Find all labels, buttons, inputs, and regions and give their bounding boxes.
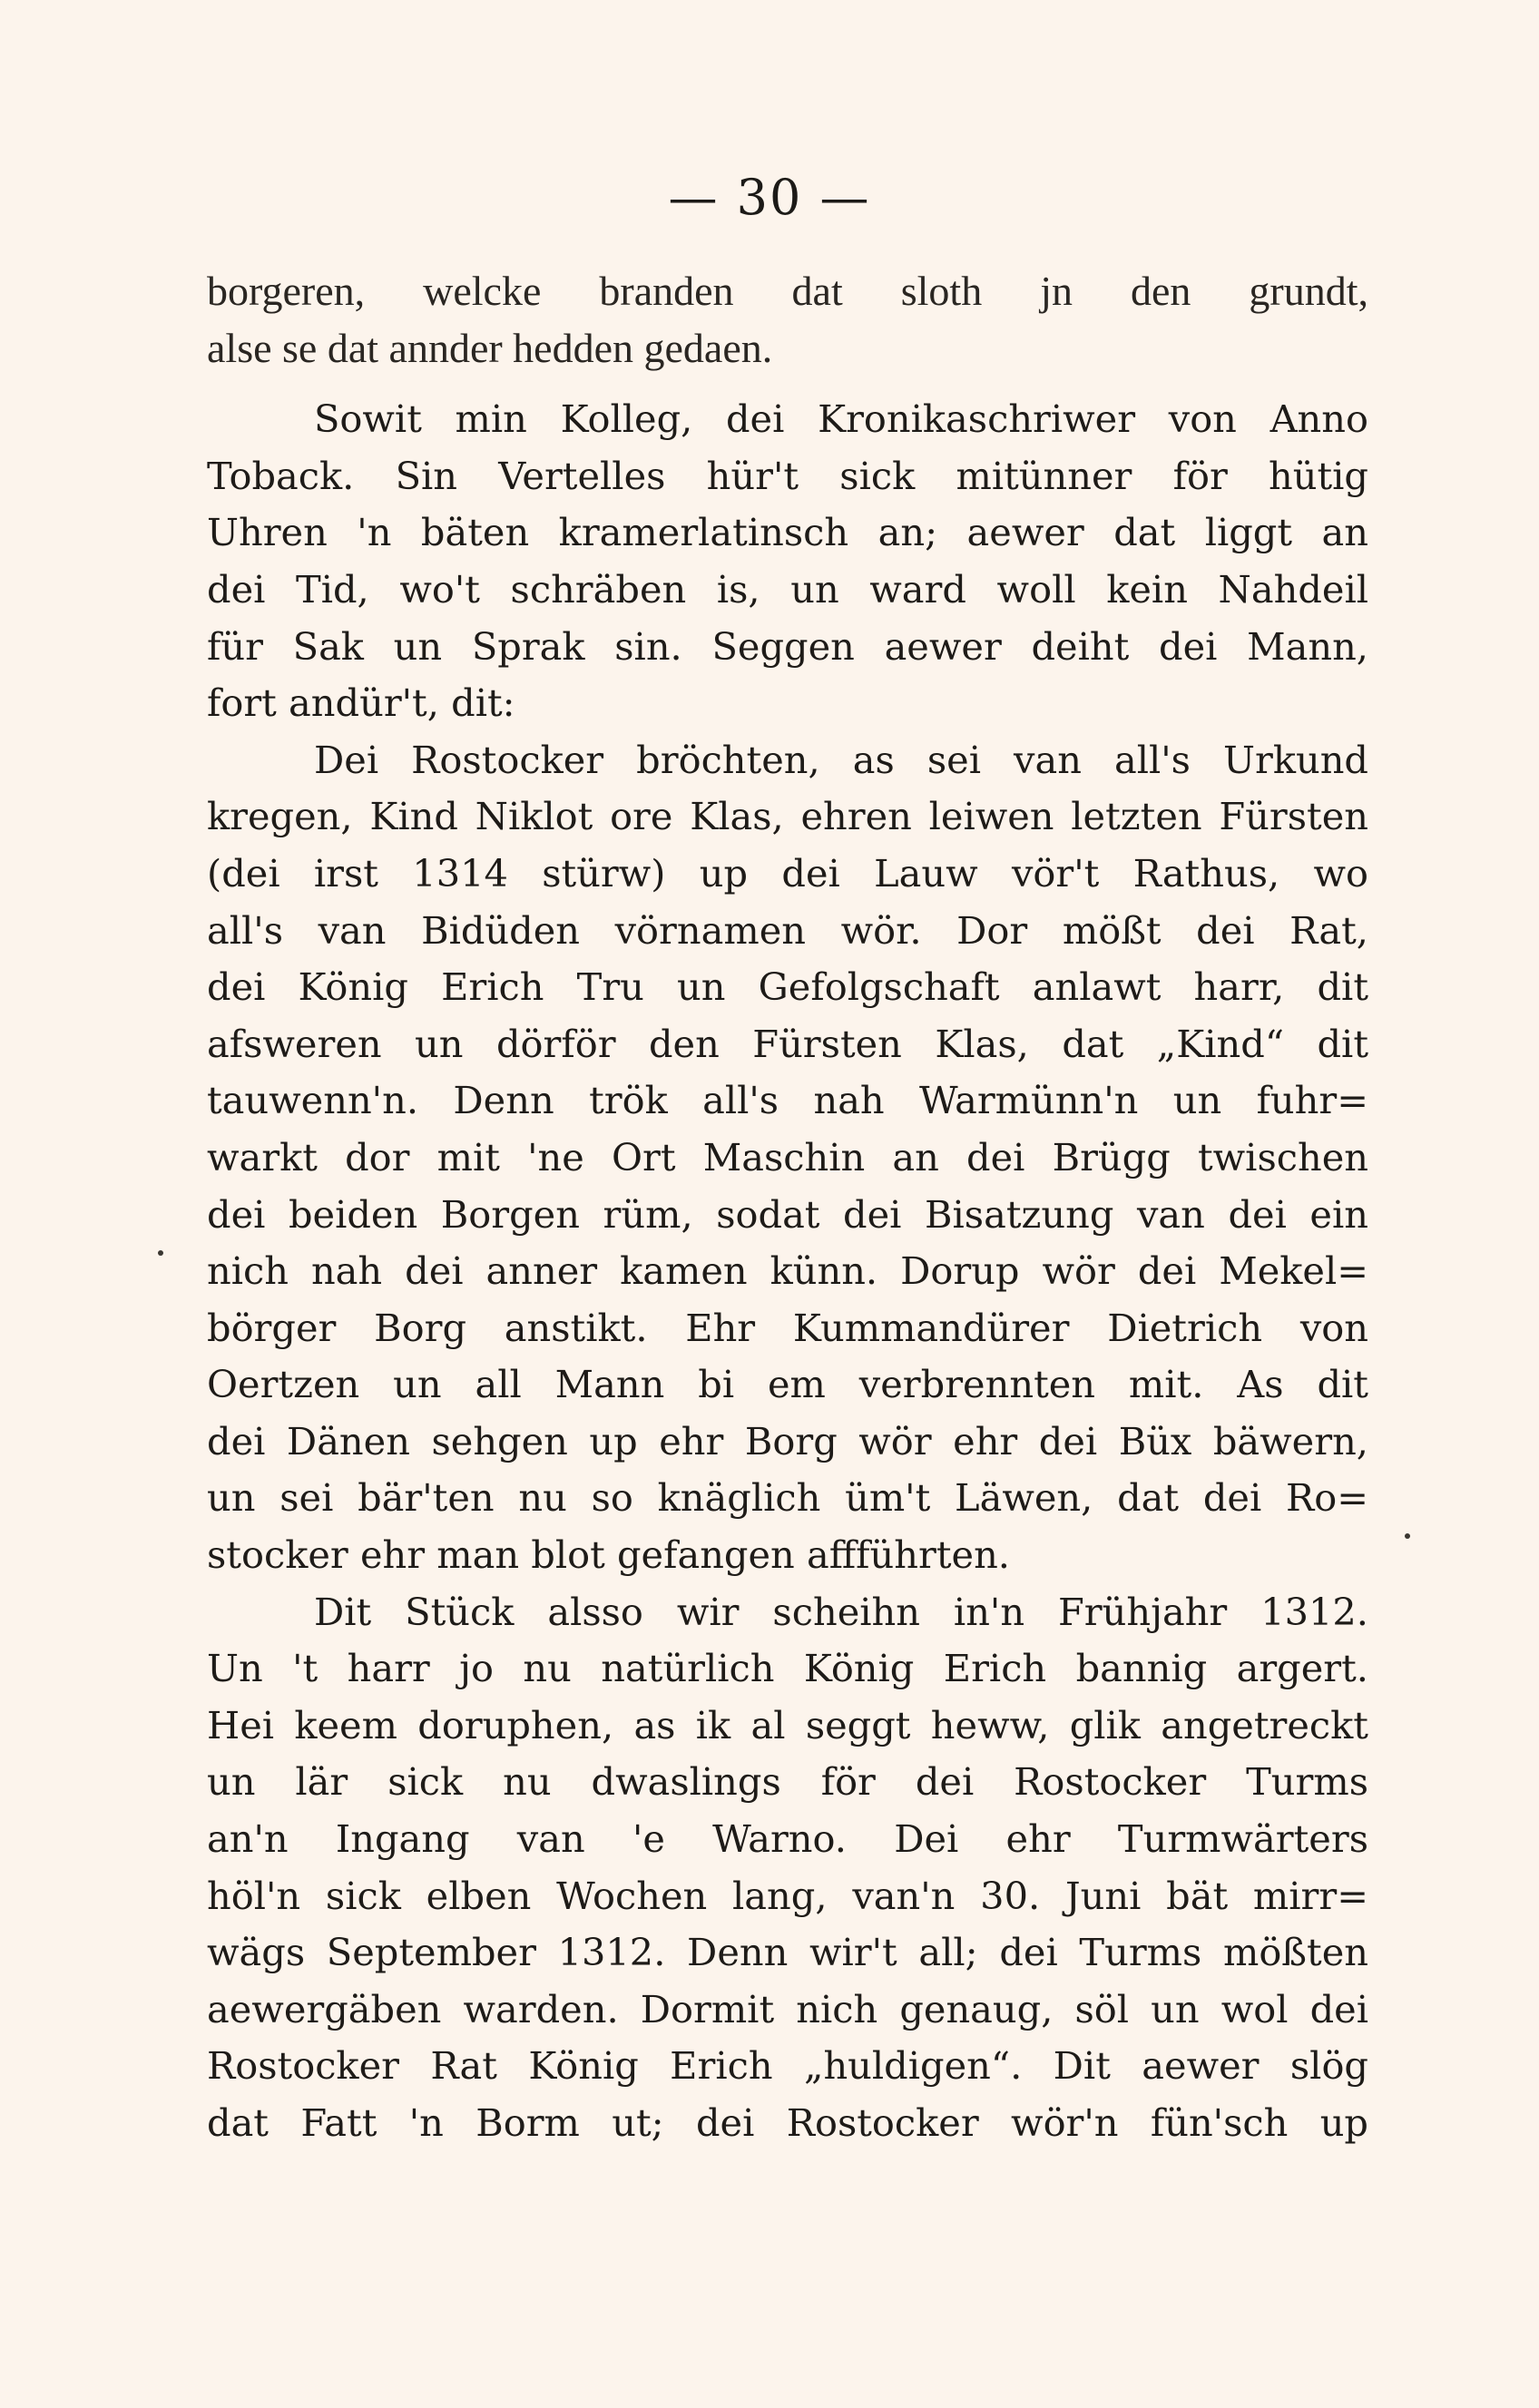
text-line: Toback. Sin Vertelles hür't sick mitünner för hütig bbox=[207, 453, 1368, 498]
text-line: Oertzen un all Mann bi em verbrennten mit. As dit bbox=[207, 1362, 1368, 1407]
text-line: dei beiden Borgen rüm, sodat dei Bisatzung van dei ein bbox=[207, 1191, 1368, 1237]
text-line: fort andür't, dit: bbox=[207, 680, 515, 726]
text-line: höl'n sick elben Wochen lang, van'n 30. Juni bät mirr= bbox=[207, 1873, 1368, 1918]
text-line: afsweren un dörför den Fürsten Klas, dat „Kind“ dit bbox=[207, 1021, 1368, 1066]
text-line: Dit Stück alsso wir scheihn in'n Frühjahr 1312. bbox=[314, 1589, 1368, 1634]
text-line: an'n Ingang van 'e Warno. Dei ehr Turmwärters bbox=[207, 1816, 1368, 1862]
paragraph-gap bbox=[207, 377, 1368, 391]
text-line: tauwenn'n. Denn trök all's nah Warmünn'n un fuhr= bbox=[207, 1078, 1368, 1123]
paragraph-narration bbox=[207, 391, 1368, 732]
text-line: stocker ehr man blot gefangen affführten. bbox=[207, 1532, 1010, 1578]
paragraph-quote bbox=[207, 263, 1368, 377]
text-line: Hei keem doruphen, as ik al seggt heww, glik angetreckt bbox=[207, 1702, 1368, 1747]
text-line: Uhren 'n bäten kramerlatinsch an; aewer dat liggt an bbox=[207, 510, 1368, 555]
body-text bbox=[207, 263, 1368, 2152]
text-line: un lär sick nu dwaslings för dei Rostocker Turms bbox=[207, 1759, 1368, 1805]
paragraph-towers bbox=[207, 1584, 1368, 2152]
text-line: Rostocker Rat König Erich „huldigen“. Dit aewer slög bbox=[207, 2043, 1368, 2089]
text-line: nich nah dei anner kamen künn. Dorup wör dei Mekel= bbox=[207, 1248, 1368, 1294]
text-line: all's van Bidüden vörnamen wör. Dor mößt dei Rat, bbox=[207, 907, 1368, 953]
text-line: Sowit min Kolleg, dei Kronikaschriwer von Anno bbox=[314, 396, 1368, 442]
text-line: alse se dat annder hedden gedaen. bbox=[207, 324, 773, 371]
text-line: wägs September 1312. Denn wir't all; dei Turms mößten bbox=[207, 1930, 1368, 1975]
text-line: dei König Erich Tru un Gefolgschaft anlawt harr, dit bbox=[207, 964, 1368, 1010]
text-line: dei Dänen sehgen up ehr Borg wör ehr dei Büx bäwern, bbox=[207, 1418, 1368, 1463]
text-line: börger Borg anstikt. Ehr Kummandürer Dietrich von bbox=[207, 1305, 1368, 1350]
text-line: (dei irst 1314 stürw) up dei Lauw vör't Rathus, wo bbox=[207, 850, 1368, 896]
text-line: dei Tid, wo't schräben is, un ward woll kein Nahdeil bbox=[207, 566, 1368, 612]
ink-speck bbox=[1405, 1533, 1410, 1539]
paragraph-chronicle bbox=[207, 732, 1368, 1584]
text-line: Un 't harr jo nu natürlich König Erich bannig argert. bbox=[207, 1646, 1368, 1691]
page-number: — 30 — bbox=[668, 169, 871, 226]
text-line: für Sak un Sprak sin. Seggen aewer deiht dei Mann, bbox=[207, 623, 1368, 669]
text-line: warkt dor mit 'ne Ort Maschin an dei Brügg twischen bbox=[207, 1134, 1368, 1180]
text-line: un sei bär'ten nu so knäglich üm't Läwen, dat dei Ro= bbox=[207, 1475, 1368, 1521]
text-line: borgeren, welcke branden dat sloth jn den grundt, bbox=[207, 268, 1368, 314]
text-line: Dei Rostocker bröchten, as sei van all's Urkund bbox=[314, 737, 1368, 782]
text-line: dat Fatt 'n Borm ut; dei Rostocker wör'n fün'sch up bbox=[207, 2100, 1368, 2145]
ink-speck bbox=[158, 1250, 163, 1256]
text-line: aewergäben warden. Dormit nich genaug, söl un wol dei bbox=[207, 1986, 1368, 2031]
text-line: kregen, Kind Niklot ore Klas, ehren leiwen letzten Fürsten bbox=[207, 794, 1368, 839]
